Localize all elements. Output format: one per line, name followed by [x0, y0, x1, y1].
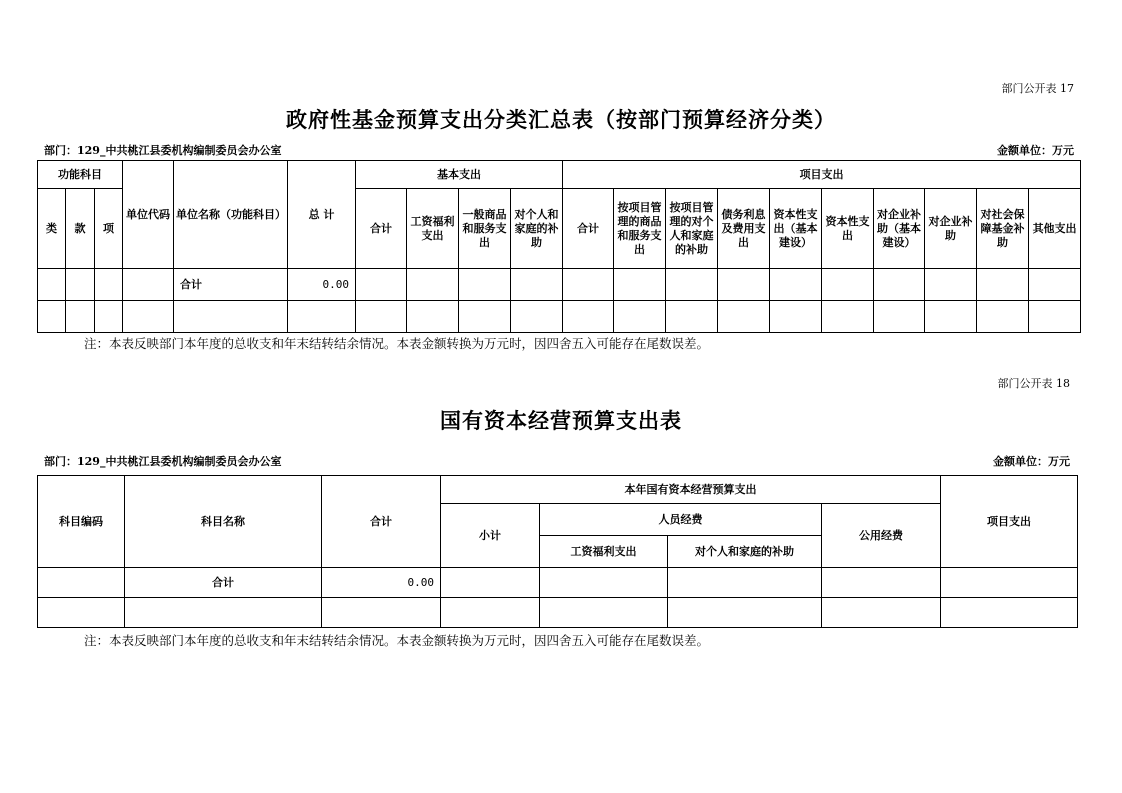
header-project: 项目支出	[563, 161, 1081, 189]
header-kuan: 款	[66, 189, 95, 269]
amount-unit-label: 金额单位：万元	[997, 144, 1074, 157]
row-total: 0.00	[288, 269, 356, 301]
row-name: 合计	[174, 269, 288, 301]
header-project-goods: 按项目管理的商品和服务支出	[614, 189, 666, 269]
header-unit-code: 单位代码	[123, 161, 174, 269]
header-basic-subsidy: 对个人和家庭的补助	[511, 189, 563, 269]
header-current-year: 本年国有资本经营预算支出	[441, 476, 941, 504]
header-total: 总 计	[288, 161, 356, 269]
header-code: 科目编码	[38, 476, 125, 568]
table-note: 注：本表反映部门本年度的总收支和年末结转结余情况。本表金额转换为万元时，因四舍五入可能存在尾数误差。	[84, 633, 710, 648]
header-basic-goods: 一般商品和服务支出	[459, 189, 511, 269]
header-total: 合计	[322, 476, 441, 568]
page-title: 国有资本经营预算支出表	[440, 408, 682, 433]
row-name: 合计	[125, 568, 322, 598]
header-class: 类	[38, 189, 66, 269]
header-project: 项目支出	[941, 476, 1078, 568]
table-row	[38, 598, 1078, 628]
table-row	[38, 568, 1078, 598]
header-project-capital: 资本性支出	[822, 189, 874, 269]
header-project-enterprise: 对企业补助	[925, 189, 977, 269]
table-row	[38, 269, 1081, 301]
header-name: 科目名称	[125, 476, 322, 568]
header-project-other: 其他支出	[1029, 189, 1081, 269]
table-tag: 部门公开表 18	[997, 377, 1070, 390]
header-xiang: 项	[95, 189, 123, 269]
table-row	[38, 301, 1081, 333]
row-total: 0.00	[322, 568, 441, 598]
header-project-total: 合计	[563, 189, 614, 269]
page-title: 政府性基金预算支出分类汇总表（按部门预算经济分类）	[286, 107, 836, 132]
amount-unit-label: 金额单位：万元	[993, 455, 1070, 468]
header-project-subsidy: 按项目管理的对个人和家庭的补助	[666, 189, 718, 269]
header-subtotal: 小计	[441, 504, 540, 568]
header-basic-total: 合计	[356, 189, 407, 269]
header-func-subject: 功能科目	[38, 161, 123, 189]
header-project-debt: 债务利息及费用支出	[718, 189, 770, 269]
header-public: 公用经费	[822, 504, 941, 568]
fund-expenditure-table	[37, 160, 1081, 333]
header-subsidy: 对个人和家庭的补助	[668, 536, 822, 568]
department-label: 部门：129_中共桃江县委机构编制委员会办公室	[44, 455, 282, 468]
header-personnel: 人员经费	[540, 504, 822, 536]
header-salary: 工资福利支出	[540, 536, 668, 568]
table-tag: 部门公开表 17	[1001, 82, 1074, 95]
header-basic-salary: 工资福利支出	[407, 189, 459, 269]
header-basic: 基本支出	[356, 161, 563, 189]
header-project-social-security: 对社会保障基金补助	[977, 189, 1029, 269]
header-unit-name: 单位名称（功能科目）	[174, 161, 288, 269]
department-label: 部门：129_中共桃江县委机构编制委员会办公室	[44, 144, 282, 157]
state-capital-table	[37, 475, 1078, 628]
table-note: 注：本表反映部门本年度的总收支和年末结转结余情况。本表金额转换为万元时，因四舍五入可能存在尾数误差。	[84, 336, 710, 351]
header-project-capital-construction: 资本性支出（基本建设）	[770, 189, 822, 269]
header-project-enterprise-construction: 对企业补助（基本建设）	[874, 189, 925, 269]
